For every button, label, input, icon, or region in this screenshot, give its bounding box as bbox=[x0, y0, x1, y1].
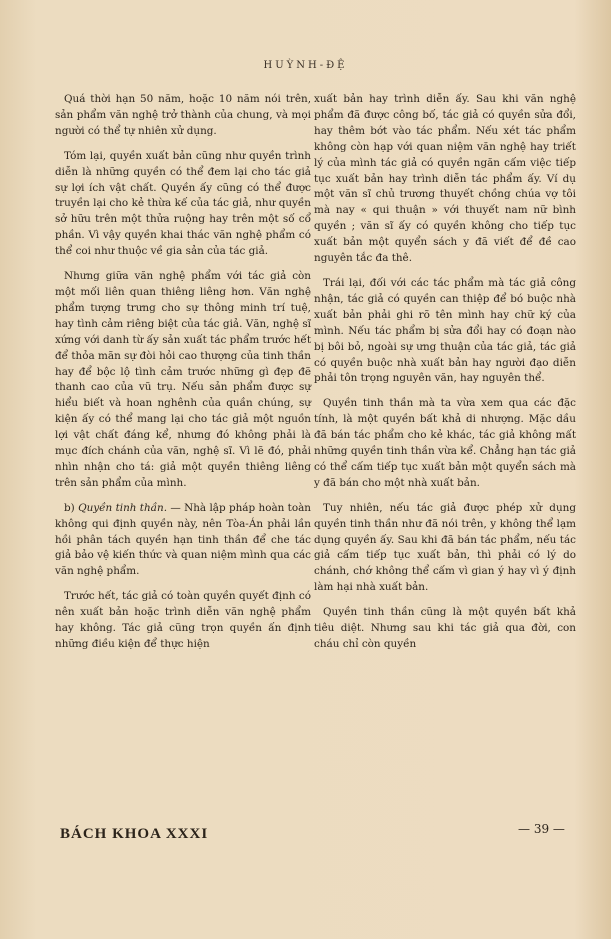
left-paragraph-5: Trước hết, tác giả có toàn quyền quyết định có nên xuất bản hoặc trình diễn văn nghệ phẩm hay không. Tác giả cũng trọn quyền ấn định những điều kiện để thực hiện bbox=[55, 590, 311, 650]
left-paragraph-4 bbox=[55, 501, 311, 581]
left-column bbox=[55, 92, 311, 662]
section-lead: b) bbox=[64, 501, 79, 514]
left-paragraph-2: Tóm lại, quyền xuất bản cũng như quyền trình diễn là những quyền có thể đem lại cho tác giả sự lợi ích vật chất. Quyền ấy cũng có thể được truyền lại cho kẻ thừa kế của tác giả, như quyền sở hữu trên một thửa ruộng hay trên một số cổ phần. Vì vậy quyền khai thác văn nghệ phẩm có thể coi như thuộc về gia sản của tác giả. bbox=[55, 149, 311, 258]
running-header: HUỲNH-ĐỆ bbox=[263, 60, 348, 71]
right-paragraph-2: Trái lại, đối với các tác phẩm mà tác giả công nhận, tác giả có quyền can thiệp để bó buộc nhà xuất bản phải ghi rõ tên mình hay chữ ký của mình. Nếu tác phẩm bị sửa đổi hay có đoạn nào bị bôi bỏ, ngoài sự ưng thuận của tác giả, tác giả có quyền buộc nhà xuất bản hay người đạo diễn phải tôn trọng nguyên văn, hay nguyên thể. bbox=[314, 276, 576, 385]
right-paragraph-3: Quyền tinh thần mà ta vừa xem qua các đặc tính, là một quyền bất khả di nhượng. Mặc dầu đã bán tác phẩm cho kẻ khác, tác giả không mất những quyền tinh thần vừa kể. Chẳng hạn tác giả có thể cấm tiếp tục xuất bản một quyển sách mà y đã bán cho một nhà xuất bản. bbox=[314, 397, 576, 489]
right-column bbox=[314, 92, 576, 662]
left-paragraph-1: Quá thời hạn 50 năm, hoặc 10 năm nói trên, sản phẩm văn nghệ trở thành của chung, và mọi người có thể tự nhiên xử dụng. bbox=[55, 93, 311, 137]
page-number: — 39 — bbox=[518, 822, 565, 836]
right-paragraph-1: xuất bản hay trình diễn ấy. Sau khi văn nghệ phẩm đã được công bố, tác giả có quyền sửa đổi, hay thêm bớt vào tác phẩm. Nếu xét tác phẩm không còn hạp với quan niệm văn nghệ hay triết lý của mình tác giả có quyền ngăn cấm việc tiếp tục xuất bản hay trình diễn tác phẩm ấy. Ví dụ một văn sĩ chủ trương thuyết chồng chúa vợ tôi mà nay « qui thuận » với thuyết nam nữ bình quyền ; văn sĩ ấy có quyền không cho tiếp tục xuất bản một quyển sách y đã viết để đề cao nguyên tắc đa thê. bbox=[314, 93, 576, 265]
right-paragraph-4: Tuy nhiên, nếu tác giả được phép xử dụng quyền tinh thần như đã nói trên, y không thể lạm dụng quyền ấy. Sau khi đã bán tác phẩm, nếu tác giả cấm tiếp tục xuất bản, thì phải có lý do chánh, chớ không thể cấm vì gian ý hay vì ý định làm hại nhà xuất bản. bbox=[314, 501, 576, 594]
section-heading: Quyền tinh thần. bbox=[78, 501, 168, 514]
magazine-footer: BÁCH KHOA XXXI bbox=[60, 826, 209, 842]
left-paragraph-3: Nhưng giữa văn nghệ phẩm với tác giả còn một mối liên quan thiêng liêng hơn. Văn nghệ phẩm tượng trưng cho sự thông minh trí tuệ, hay tình cảm riêng biệt của tác giả. Văn, nghệ sĩ xứng với danh từ ấy sản xuất tác phẩm trước hết để thỏa mãn sự đòi hỏi cao thượng của tinh thần hay để bộc lộ tình cảm trước những gì đẹp đẽ thanh cao của vũ trụ. Nếu sản phẩm được sự hiểu biết và hoan nghênh của quần chúng, sự kiện ấy có thể mang lại cho tác giả một nguồn lợi vật chất đáng kể, nhưng đó không phải là mục đích chánh của văn, nghệ sĩ. Vì lẽ đó, phải nhìn nhận cho tá: giả một quyền thiêng liêng trên sản phẩm của mình. bbox=[55, 270, 311, 489]
right-paragraph-5: Quyền tinh thần cũng là một quyền bất khả tiêu diệt. Nhưng sau khi tác giả qua đời, con cháu chỉ còn quyền bbox=[314, 606, 576, 650]
left-paragraph-4-text: — Nhà lập pháp hoàn toàn không qui định quyền này, nên Tòa-Án phải lần hồi phân tách quyền hạn tinh thần để che tác giả bảo vệ kiến thức và quan niệm mình qua các văn nghệ phẩm. bbox=[55, 501, 311, 578]
